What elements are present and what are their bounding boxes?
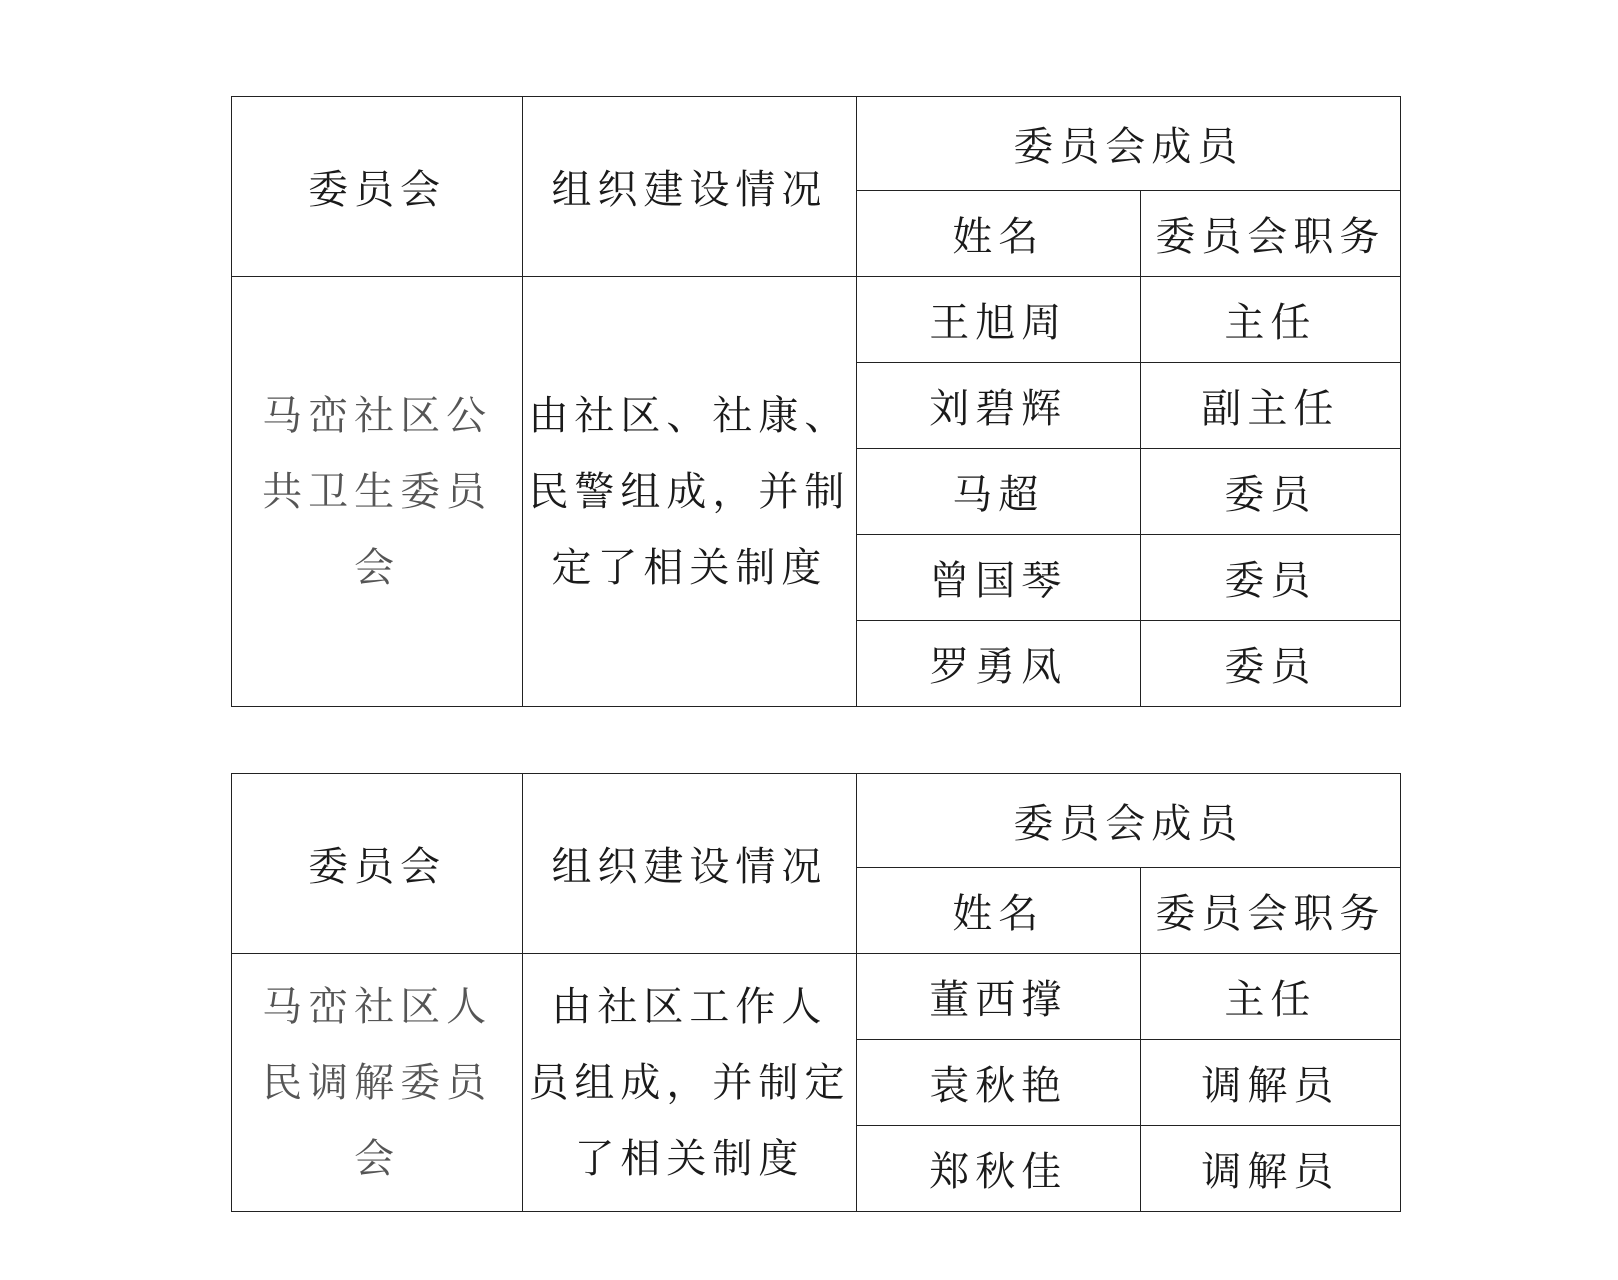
committee-name-line: 共卫生委员	[262, 468, 493, 515]
member-name: 罗勇凤	[856, 621, 1140, 707]
member-name: 马超	[856, 449, 1140, 535]
organization-line: 由社区、社康、	[528, 392, 851, 439]
header-organization: 组织建设情况	[523, 774, 856, 954]
member-name: 袁秋艳	[856, 1040, 1140, 1126]
member-role: 主任	[1140, 277, 1400, 363]
organization-line: 民警组成，并制	[528, 468, 851, 515]
member-role: 委员	[1140, 449, 1400, 535]
committee-name-cell	[232, 277, 523, 707]
header-organization: 组织建设情况	[523, 97, 856, 277]
member-name: 郑秋佳	[856, 1126, 1140, 1212]
header-member-role: 委员会职务	[1140, 191, 1400, 277]
header-member-name: 姓名	[856, 868, 1140, 954]
committee-name-line: 马峦社区公	[262, 392, 493, 439]
organization-line: 定了相关制度	[551, 544, 828, 591]
organization-line: 员组成，并制定	[528, 1059, 851, 1106]
committee-name-line: 马峦社区人	[262, 983, 493, 1030]
member-role: 委员	[1140, 621, 1400, 707]
organization-cell	[523, 277, 856, 707]
member-name: 董西撑	[856, 954, 1140, 1040]
header-committee: 委员会	[232, 97, 523, 277]
member-role: 主任	[1140, 954, 1400, 1040]
member-role: 调解员	[1140, 1040, 1400, 1126]
header-committee: 委员会	[232, 774, 523, 954]
committee-name-cell	[232, 954, 523, 1212]
member-name: 刘碧辉	[856, 363, 1140, 449]
member-role: 调解员	[1140, 1126, 1400, 1212]
organization-line: 由社区工作人	[551, 983, 828, 1030]
header-members: 委员会成员	[856, 774, 1400, 868]
organization-line: 了相关制度	[574, 1135, 805, 1182]
committee-name-line: 民调解委员	[262, 1059, 493, 1106]
member-name: 王旭周	[856, 277, 1140, 363]
header-member-name: 姓名	[856, 191, 1140, 277]
header-members: 委员会成员	[856, 97, 1400, 191]
committee-table-mediation	[231, 773, 1401, 1212]
header-member-role: 委员会职务	[1140, 868, 1400, 954]
committee-name-line: 会	[354, 544, 401, 591]
committee-table-public-health	[231, 96, 1401, 707]
committee-name-line: 会	[354, 1135, 401, 1182]
organization-cell	[523, 954, 856, 1212]
member-role: 副主任	[1140, 363, 1400, 449]
member-name: 曾国琴	[856, 535, 1140, 621]
member-role: 委员	[1140, 535, 1400, 621]
